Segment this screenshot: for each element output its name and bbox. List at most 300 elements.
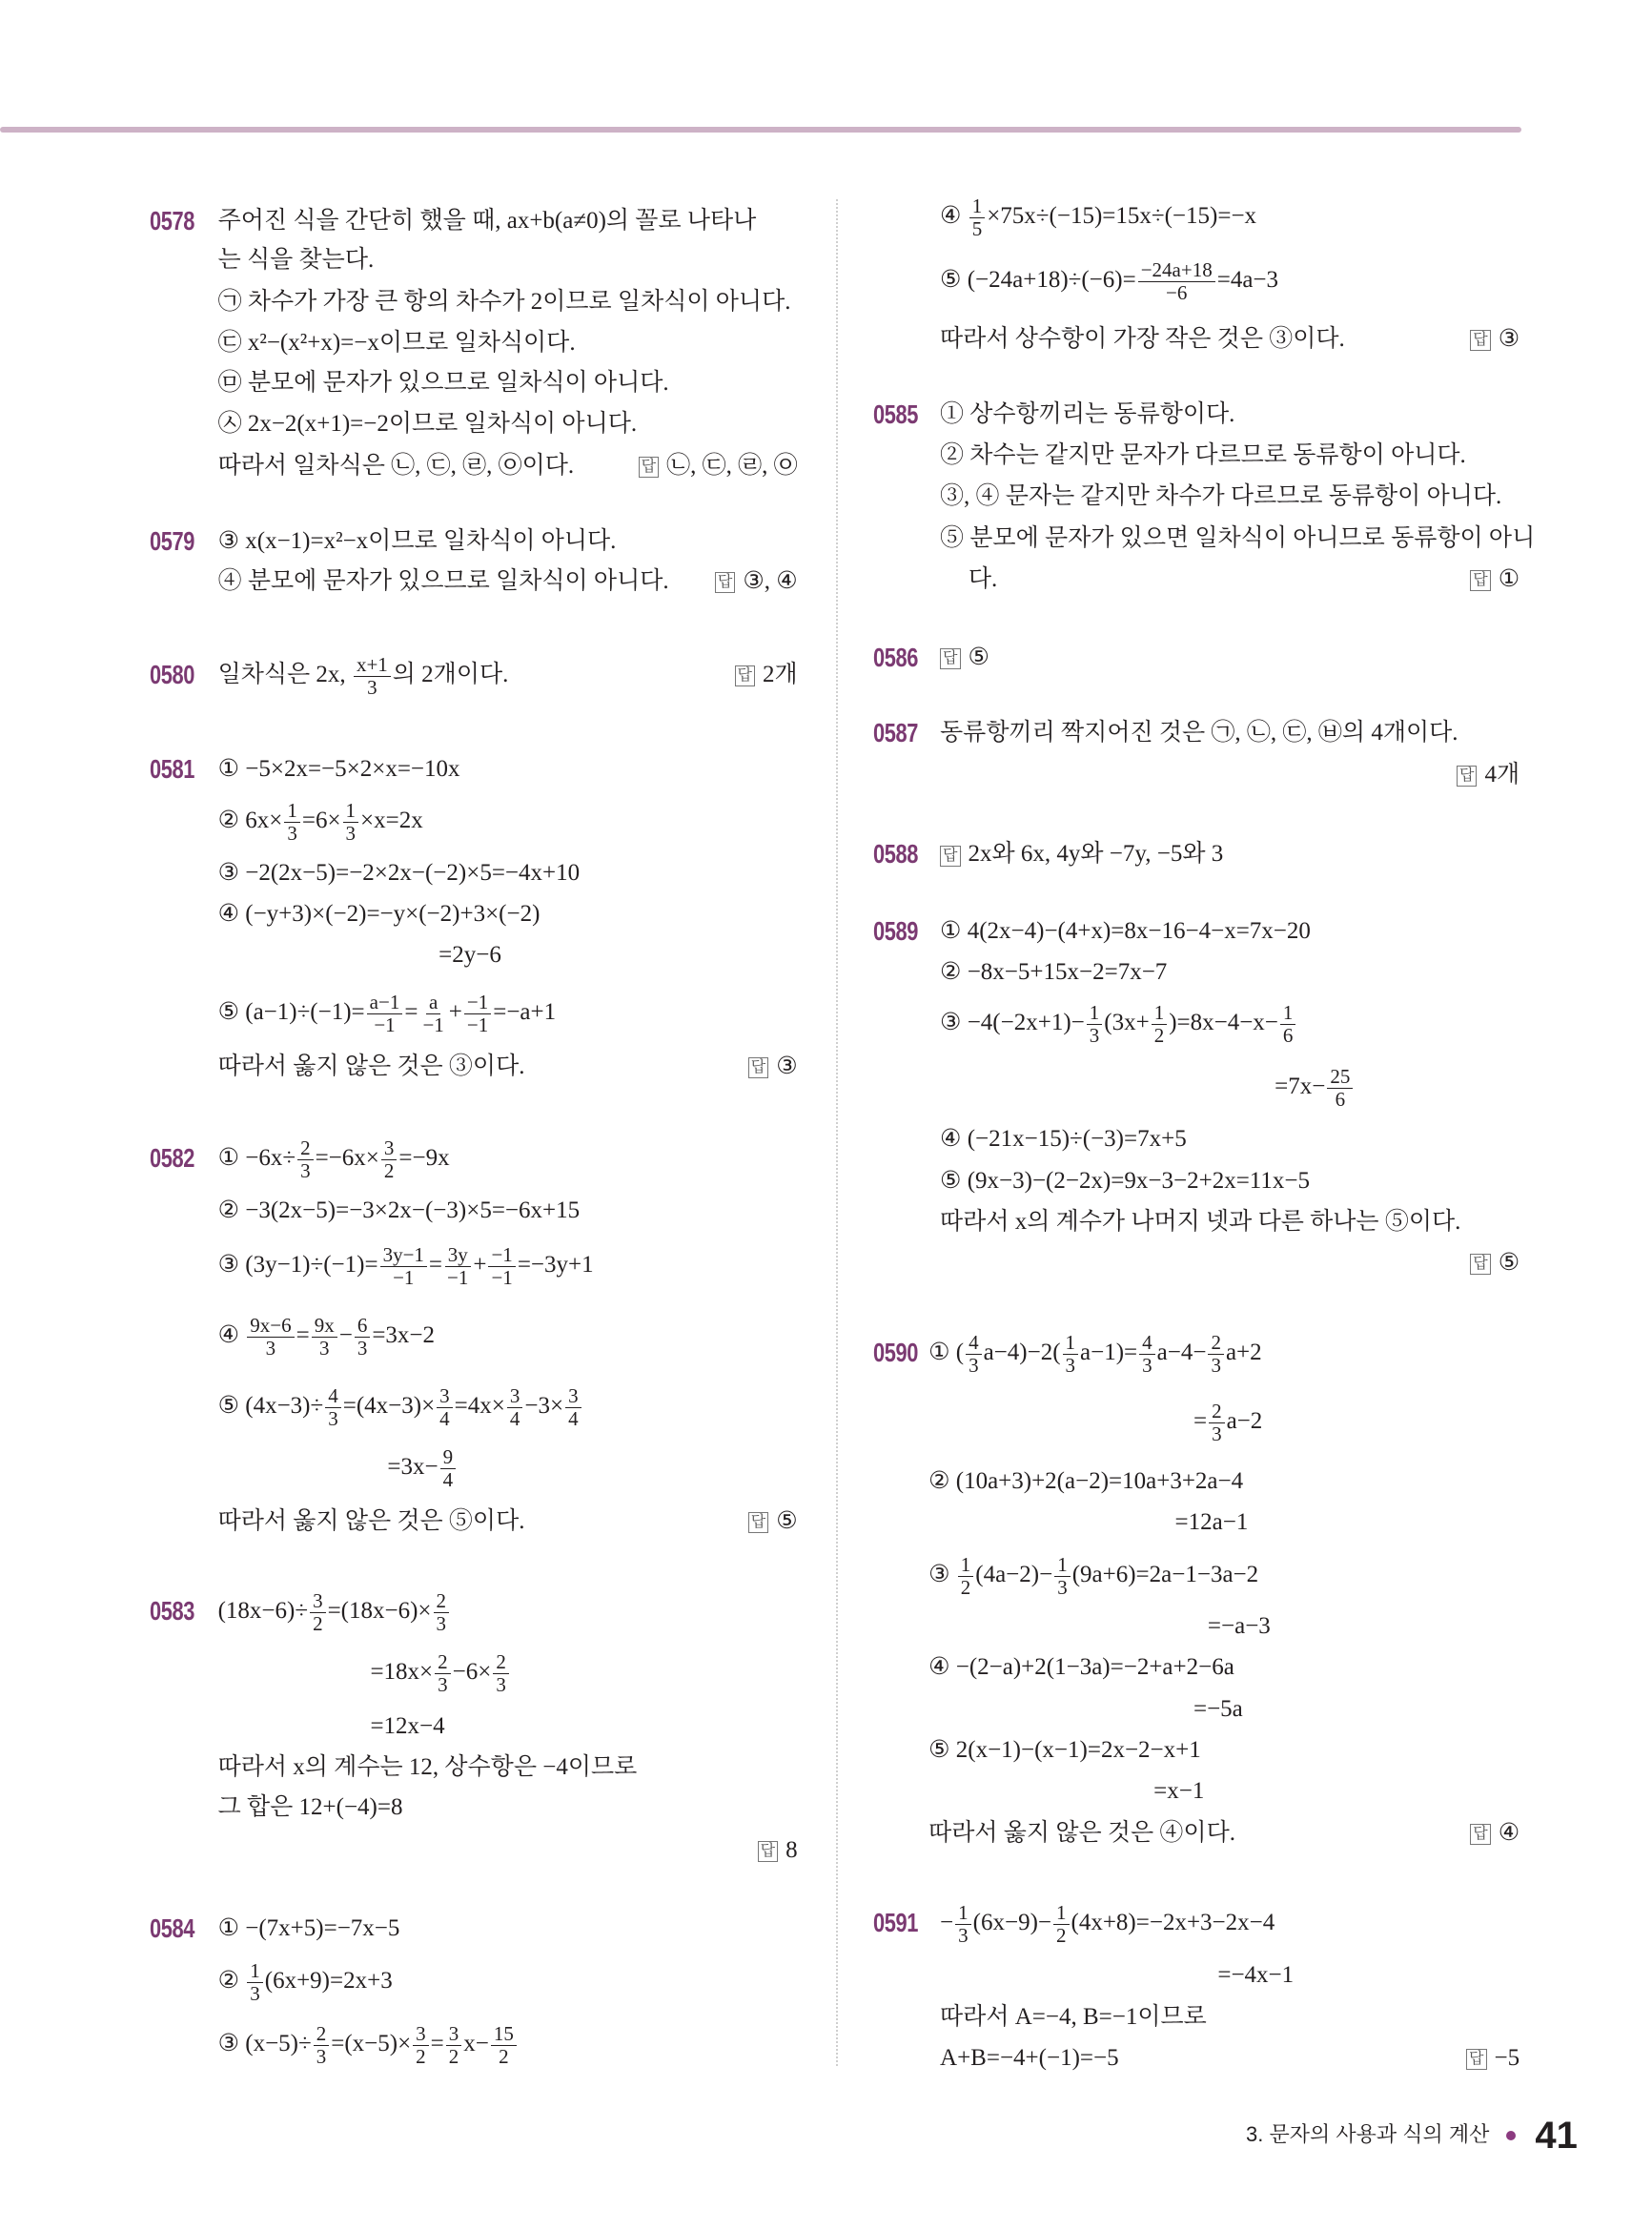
answer-value: ⑤: [1498, 1250, 1520, 1277]
solution-line: [1275, 1064, 1355, 1111]
solution-line: [218, 445, 575, 487]
fraction: [381, 1137, 398, 1182]
fraction-denominator: −1: [466, 1013, 489, 1037]
solution-text: 동류항끼리 짝지어진 것은 ㉠, ㉡, ㉢, ㉥의 4개이다.: [940, 720, 1458, 747]
fraction-denominator: 6: [1335, 1087, 1346, 1111]
top-rule: [0, 127, 1521, 133]
problem-number: 0586: [872, 643, 918, 673]
fraction: [1152, 1002, 1168, 1047]
fraction-denominator: 6: [1282, 1023, 1294, 1047]
fraction-denominator: 4: [509, 1406, 520, 1430]
solution-text: a−4)−2(: [983, 1340, 1061, 1366]
problem-number: 0580: [149, 660, 194, 690]
fraction: [247, 1960, 263, 2005]
fraction-numerator: 2: [1209, 1401, 1225, 1423]
fraction-denominator: 3: [287, 821, 297, 845]
solution-text: =12x−4: [370, 1712, 445, 1739]
fraction: [284, 800, 300, 845]
fraction-numerator: 1: [1054, 1554, 1071, 1577]
fraction-denominator: 3: [1057, 1576, 1068, 1600]
solution-line: [940, 258, 1279, 305]
solution-text: a−1)=: [1080, 1340, 1138, 1366]
chapter-title: 3. 문자의 사용과 식의 계산: [1246, 2122, 1490, 2146]
solution-line: [218, 281, 791, 323]
solution-text: ④ (−21x−15)÷(−3)=7x+5: [940, 1126, 1187, 1153]
problem-number: 0591: [872, 1907, 918, 1937]
solution-line: [218, 239, 375, 281]
problem-number: 0582: [149, 1142, 194, 1173]
solution-line: [217, 653, 509, 700]
fraction-denominator: 4: [568, 1406, 579, 1430]
answer-value: ③, ④: [743, 567, 798, 594]
problem-number: 0588: [872, 839, 918, 869]
fraction-denominator: 3: [436, 1611, 447, 1635]
solution-text: ① −5×2x=−5×2×x=−10x: [217, 755, 460, 782]
solution-text: −: [338, 1322, 353, 1349]
column-divider: [836, 199, 838, 2066]
fraction-denominator: 3: [1211, 1354, 1221, 1378]
solution-text: 따라서 x의 계수는 12, 상수항은 −4이므로: [217, 1754, 638, 1781]
solution-text: =: [428, 1251, 443, 1278]
solution-line: [928, 1331, 1262, 1378]
fraction-numerator: 4: [966, 1332, 982, 1355]
answer: [1470, 318, 1519, 360]
solution-text: (18x−6)÷: [217, 1597, 309, 1624]
solution-line: [218, 1747, 638, 1789]
fraction-numerator: 3: [437, 1385, 453, 1408]
solution-text: 따라서 A=−4, B=−1이므로: [940, 2003, 1207, 2030]
solution-text: ③ (x−5)÷: [217, 2031, 312, 2057]
solution-text: =3x−: [387, 1454, 438, 1481]
solution-line: [218, 403, 638, 445]
solution-text: =x−1: [1153, 1778, 1205, 1805]
fraction: [1209, 1401, 1225, 1445]
fraction: [310, 1590, 326, 1635]
solution-line: [218, 1787, 403, 1829]
solution-text: =12a−1: [1174, 1509, 1249, 1536]
answer-mark-icon: 답: [735, 665, 755, 686]
solution-text: )=8x−4−x−: [1169, 1009, 1278, 1035]
answer-value: 8: [785, 1836, 798, 1863]
fraction: [434, 1590, 450, 1635]
fraction-denominator: −1: [374, 1013, 396, 1037]
fraction-numerator: 1: [958, 1554, 974, 1577]
solution-text: a+2: [1225, 1340, 1262, 1366]
solution-text: ×x=2x: [360, 807, 423, 833]
solution-line: [438, 934, 501, 976]
problem-number: 0584: [149, 1913, 194, 1943]
fraction: [247, 1315, 294, 1360]
fraction-numerator: 1: [1280, 1002, 1296, 1025]
problem-number: 0585: [872, 399, 918, 429]
answer: [758, 1830, 798, 1872]
fraction-numerator: 25: [1327, 1066, 1353, 1089]
solution-line: [928, 1729, 1201, 1771]
fraction-numerator: 3y: [445, 1244, 471, 1267]
fraction: [367, 992, 403, 1036]
fraction: [297, 1137, 314, 1182]
problem-number: 0587: [872, 718, 918, 748]
solution-text: ② (10a+3)+2(a−2)=10a+3+2a−4: [928, 1467, 1244, 1494]
fraction-numerator: 3: [413, 2023, 429, 2046]
fraction-denominator: 3: [958, 1923, 969, 1947]
fraction-denominator: −1: [447, 1265, 469, 1289]
problem-number: 0589: [872, 916, 918, 947]
solution-text: =−a+1: [493, 999, 557, 1026]
solution-line: [940, 1000, 1297, 1047]
solution-text: ④: [940, 203, 968, 230]
solution-text: =−9x: [398, 1144, 450, 1171]
solution-text: =4a−3: [1216, 267, 1279, 294]
answer-value: 4개: [1484, 761, 1520, 788]
answer: [639, 445, 798, 487]
answer-value: −5: [1494, 2044, 1520, 2071]
solution-text: (6x−9)−: [972, 1910, 1051, 1936]
solution-text: =−4x−1: [1217, 1962, 1295, 1989]
problem-number: 0578: [149, 205, 194, 235]
fraction-denominator: 3: [438, 1672, 448, 1696]
solution-line: [940, 951, 1167, 993]
fraction-denominator: 3: [265, 1337, 276, 1361]
answer: [748, 1501, 798, 1543]
solution-text: ② 6x×: [217, 807, 283, 833]
fraction-denominator: −1: [422, 1013, 444, 1037]
solution-line: [940, 1160, 1310, 1202]
solution-line: [940, 1996, 1207, 2038]
solution-text: =(18x−6)×: [327, 1597, 432, 1624]
fraction-numerator: 4: [1139, 1332, 1155, 1355]
solution-line: [969, 559, 997, 601]
solution-text: (9a+6)=2a−1−3a−2: [1071, 1562, 1259, 1588]
solution-text: 따라서 상수항이 가장 작은 것은 ③이다.: [940, 325, 1345, 352]
fraction-denominator: 3: [1089, 1023, 1100, 1047]
solution-line: [217, 1135, 450, 1182]
fraction: [325, 1385, 341, 1430]
answer-value: ⑤: [968, 644, 989, 671]
fraction-numerator: 1: [955, 1902, 971, 1925]
solution-line: [940, 194, 1257, 241]
solution-text: (3x+: [1104, 1009, 1150, 1035]
fraction: [1327, 1066, 1353, 1111]
solution-line: [218, 852, 581, 894]
solution-line: [1208, 1606, 1271, 1647]
solution-line: [940, 712, 1458, 754]
fraction-denominator: 2: [1056, 1923, 1067, 1947]
solution-text: 일차식은 2x,: [217, 662, 352, 688]
solution-line: [1175, 1502, 1249, 1544]
fraction: [1139, 1332, 1155, 1377]
solution-line: [218, 362, 669, 404]
solution-line: [218, 521, 617, 563]
solution-text: A+B=−4+(−1)=−5: [940, 2044, 1119, 2071]
solution-text: =−6x×: [315, 1144, 379, 1171]
answer: [1470, 559, 1519, 601]
solution-line: [217, 1314, 436, 1361]
answer-mark-icon: 답: [639, 457, 659, 478]
solution-line: [387, 1444, 458, 1491]
fraction-numerator: 2: [493, 1651, 509, 1674]
fraction-numerator: 1: [1063, 1332, 1079, 1355]
solution-text: =6×: [301, 807, 341, 833]
fraction-denominator: 2: [383, 1158, 395, 1182]
bullet-icon: [1506, 2131, 1516, 2140]
solution-line: [940, 910, 1311, 952]
solution-text: −6×: [452, 1659, 492, 1686]
fraction: [355, 1315, 371, 1360]
fraction-numerator: 15: [491, 2023, 517, 2046]
solution-line: [218, 561, 669, 603]
answer-mark-icon: 답: [1457, 766, 1477, 787]
solution-text: −3×: [524, 1392, 564, 1419]
solution-line: [218, 893, 540, 935]
fraction: [1063, 1332, 1079, 1377]
solution-text: =7x−: [1275, 1074, 1326, 1100]
solution-line: [370, 1649, 510, 1696]
fraction: [464, 992, 491, 1036]
solution-text: ① 상수항끼리는 동류항이다.: [940, 400, 1235, 427]
solution-text: ②: [217, 1968, 246, 1995]
fraction-denominator: 3: [250, 1982, 260, 2006]
fraction: [343, 800, 359, 845]
fraction: [1280, 1002, 1296, 1047]
solution-text: ② −8x−5+15x−2=7x−7: [940, 959, 1168, 986]
solution-text: =: [296, 1322, 310, 1349]
solution-text: ⑤ (a−1)÷(−1)=: [217, 999, 365, 1026]
fraction-denominator: 3: [316, 2044, 327, 2068]
fraction: [1053, 1902, 1070, 1947]
problem-number: 0581: [149, 753, 194, 784]
solution-line: [217, 1959, 393, 2006]
answer: [748, 1046, 798, 1088]
fraction-numerator: 2: [434, 1590, 450, 1613]
solution-line: [217, 798, 423, 845]
solution-text: =−3y+1: [517, 1251, 594, 1278]
solution-text: ① −6x÷: [217, 1144, 296, 1171]
solution-line: [217, 991, 557, 1037]
solution-text: 주어진 식을 간단히 했을 때, ax+b(a≠0)의 꼴로 나타나: [217, 207, 757, 234]
page-number: 41: [1535, 2115, 1578, 2158]
fraction-denominator: 3: [300, 1158, 311, 1182]
fraction: [446, 2023, 462, 2068]
solution-text: 따라서 옳지 않은 것은 ⑤이다.: [217, 1507, 525, 1534]
solution-text: 따라서 옳지 않은 것은 ③이다.: [217, 1054, 525, 1079]
solution-text: ㉦ 2x−2(x+1)=−2이므로 일차식이 아니다.: [217, 411, 638, 438]
fraction-numerator: 1: [1152, 1002, 1168, 1025]
solution-text: a−4−: [1156, 1340, 1207, 1366]
fraction-numerator: 2: [314, 2023, 330, 2046]
fraction: [440, 1446, 457, 1491]
solution-text: (4a−2)−: [975, 1562, 1053, 1588]
solution-text: ④ 분모에 문자가 있으므로 일차식이 아니다.: [217, 567, 669, 594]
fraction: [958, 1554, 974, 1599]
solution-text: x−: [463, 2031, 489, 2057]
fraction-denominator: 3: [1065, 1354, 1076, 1378]
answer: [735, 654, 798, 696]
fraction: [312, 1315, 337, 1360]
fraction-denominator: 5: [971, 217, 983, 241]
fraction-denominator: 2: [313, 1611, 323, 1635]
fraction: [488, 1244, 515, 1289]
fraction-denominator: 2: [1153, 1023, 1165, 1047]
solution-line: [1153, 1770, 1204, 1812]
solution-line: [940, 318, 1345, 360]
solution-text: ② 차수는 같지만 문자가 다르므로 동류항이 아니다.: [940, 442, 1466, 469]
solution-text: ㉠ 차수가 가장 큰 항의 차수가 2이므로 일차식이 아니다.: [217, 288, 791, 315]
fraction-denominator: 2: [448, 2044, 459, 2068]
fraction-denominator: 3: [1212, 1422, 1222, 1445]
fraction-numerator: 3: [310, 1590, 326, 1613]
fraction-denominator: 3: [969, 1354, 979, 1378]
solution-text: −: [940, 1910, 954, 1936]
fraction-numerator: 3: [507, 1385, 523, 1408]
fraction-denominator: 3: [318, 1337, 330, 1361]
fraction: [413, 2023, 429, 2068]
solution-text: ③: [928, 1562, 956, 1588]
answer-mark-icon: 답: [1470, 570, 1490, 591]
solution-text: ② −3(2x−5)=−3×2x−(−3)×5=−6x+15: [217, 1197, 581, 1223]
solution-text: ④: [217, 1322, 246, 1349]
fraction-numerator: 1: [1053, 1902, 1070, 1925]
solution-line: [940, 2037, 1119, 2079]
problem-number: 0590: [872, 1338, 918, 1368]
solution-line: [217, 1383, 583, 1430]
fraction-denominator: 2: [416, 2044, 426, 2068]
fraction-denominator: −6: [1166, 281, 1188, 305]
solution-line: [218, 1046, 525, 1088]
solution-text: 다.: [968, 566, 998, 593]
fraction: [444, 1244, 471, 1289]
fraction: [435, 1651, 451, 1696]
fraction-denominator: 3: [367, 676, 377, 700]
answer: [715, 561, 798, 603]
fraction-numerator: 1: [969, 195, 986, 218]
answer-mark-icon: 답: [1470, 1254, 1490, 1275]
solution-text: ⑤ (4x−3)÷: [217, 1392, 324, 1419]
solution-text: +: [448, 999, 462, 1026]
solution-text: =: [404, 999, 418, 1026]
fraction: [1054, 1554, 1071, 1599]
solution-text: ③ −2(2x−5)=−2×2x−(−2)×5=−4x+10: [217, 859, 581, 886]
solution-text: =−5a: [1193, 1695, 1243, 1722]
solution-text: 는 식을 찾는다.: [217, 247, 375, 274]
fraction-numerator: 1: [284, 800, 300, 823]
fraction: [1087, 1002, 1103, 1047]
fraction: [354, 654, 391, 699]
solution-text: 의 2개이다.: [392, 662, 509, 688]
answer: [1466, 2037, 1519, 2079]
solution-text: 그 합은 12+(−4)=8: [217, 1793, 403, 1820]
fraction-numerator: 3: [446, 2023, 462, 2046]
solution-text: ⑤ 2(x−1)−(x−1)=2x−2−x+1: [928, 1737, 1201, 1764]
fraction-denominator: 2: [499, 2044, 509, 2068]
fraction: [966, 1332, 982, 1377]
fraction: [419, 992, 446, 1036]
fraction-numerator: 9: [440, 1446, 457, 1469]
solution-text: ⑤ (9x−3)−(2−2x)=9x−3−2+2x=11x−5: [940, 1167, 1310, 1194]
solution-line: [218, 200, 757, 242]
fraction-numerator: 3: [381, 1137, 398, 1160]
fraction: [437, 1385, 453, 1430]
solution-text: =3x−2: [372, 1322, 436, 1349]
fraction-denominator: 3: [357, 1337, 368, 1361]
problem-number: 0583: [149, 1595, 194, 1626]
solution-line: [940, 1900, 1275, 1947]
solution-line: [1193, 1688, 1243, 1730]
fraction-numerator: a−1: [367, 992, 403, 1014]
fraction: [1138, 259, 1215, 304]
fraction-denominator: 4: [442, 1467, 454, 1491]
fraction-numerator: −1: [488, 1244, 515, 1267]
solution-line: [940, 637, 989, 679]
solution-text: ㉤ 분모에 문자가 있으므로 일차식이 아니다.: [217, 369, 669, 396]
solution-text: =: [430, 2031, 444, 2057]
fraction: [507, 1385, 523, 1430]
solution-line: [217, 1242, 594, 1289]
answer-value: ③: [776, 1054, 798, 1079]
solution-line: [217, 2021, 519, 2068]
fraction-numerator: −1: [464, 992, 491, 1014]
answer-mark-icon: 답: [1466, 2049, 1486, 2070]
answer-mark-icon: 답: [715, 572, 735, 593]
solution-line: [218, 748, 460, 790]
fraction-denominator: 3: [496, 1672, 506, 1696]
solution-line: [218, 322, 576, 364]
answer-value: 2개: [762, 662, 798, 688]
answer-value: ⑤: [776, 1507, 798, 1534]
solution-text: a−2: [1226, 1408, 1263, 1435]
fraction-numerator: x+1: [354, 654, 391, 677]
solution-line: [928, 1647, 1234, 1688]
fraction-denominator: 4: [439, 1406, 450, 1430]
solution-text: =18x×: [370, 1659, 434, 1686]
solution-text: ㉢ x²−(x²+x)=−x이므로 일차식이다.: [217, 330, 576, 357]
solution-text: ③ (3y−1)÷(−1)=: [217, 1251, 378, 1278]
solution-text: =: [1193, 1408, 1208, 1435]
fraction-numerator: 1: [247, 1960, 263, 1983]
fraction-denominator: −1: [491, 1265, 513, 1289]
solution-text: ① −(7x+5)=−7x−5: [217, 1914, 400, 1941]
fraction: [314, 2023, 330, 2068]
page-footer: [1246, 2111, 1578, 2158]
fraction: [1208, 1332, 1224, 1377]
solution-line: [928, 1553, 1259, 1600]
fraction-numerator: 4: [325, 1385, 341, 1408]
answer: [1470, 1242, 1519, 1284]
solution-text: ④ −(2−a)+2(1−3a)=−2+a+2−6a: [928, 1654, 1234, 1681]
solution-line: [928, 1461, 1243, 1503]
solution-line: [218, 1501, 525, 1543]
fraction-denominator: 3: [1142, 1354, 1152, 1378]
fraction-numerator: 1: [343, 800, 359, 823]
answer: [1470, 1812, 1519, 1854]
fraction-denominator: −1: [393, 1265, 415, 1289]
answer-mark-icon: 답: [1470, 330, 1490, 351]
solution-text: ⑤ (−24a+18)÷(−6)=: [940, 267, 1136, 294]
answer-value: ①: [1498, 566, 1520, 593]
fraction-numerator: 9x−6: [247, 1315, 294, 1338]
answer-mark-icon: 답: [748, 1512, 768, 1533]
solution-text: =4x×: [454, 1392, 505, 1419]
fraction-numerator: 1: [1087, 1002, 1103, 1025]
solution-text: =(x−5)×: [331, 2031, 412, 2057]
answer-value: 2x와 6x, 4y와 −7y, −5와 3: [968, 841, 1224, 868]
solution-line: [940, 833, 1223, 875]
fraction-numerator: −24a+18: [1138, 259, 1215, 282]
solution-text: =(4x−3)×: [342, 1392, 436, 1419]
fraction: [969, 195, 986, 240]
solution-text: ① (: [928, 1340, 965, 1366]
fraction: [491, 2023, 517, 2068]
